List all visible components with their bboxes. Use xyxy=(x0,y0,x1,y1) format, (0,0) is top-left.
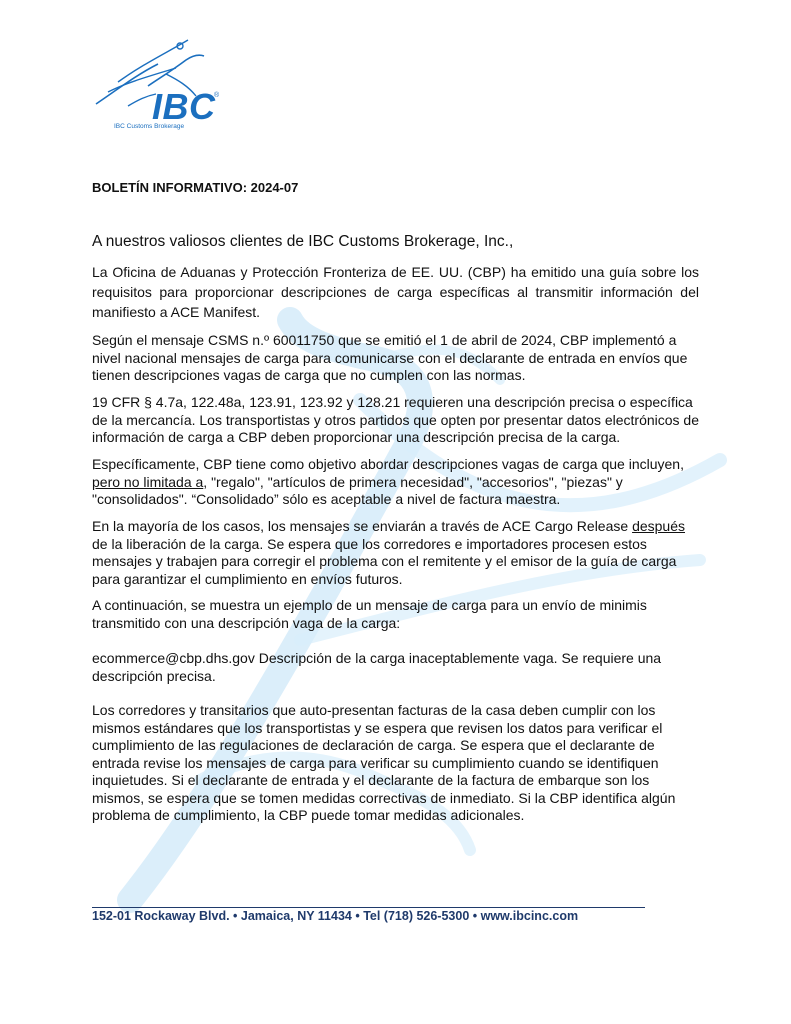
paragraph-text: , "regalo", "artículos de primera necesidad", "accesorios", "piezas" y "consolidados". “Consolidado” sólo es aceptable a nivel de factura maestra. xyxy=(92,473,623,507)
paragraph-text: de la liberación de la carga. Se espera que los corredores e importadores procesen estos mensajes y trabajen para corregir el problema con el remitente y el emisor de la guía de carga para garantizar el cumplimiento en envíos futuros. xyxy=(92,535,677,587)
greeting: A nuestros valiosos clientes de IBC Customs Brokerage, Inc., xyxy=(92,233,514,250)
footer-address: 152-01 Rockaway Blvd. • Jamaica, NY 11434 • Tel (718) 526-5300 • www.ibcinc.com xyxy=(92,909,579,923)
paragraph-text: En la mayoría de los casos, los mensajes se enviarán a través de ACE Cargo Release xyxy=(92,518,629,534)
underlined-text: después xyxy=(632,518,685,534)
underlined-text: pero no limitada a xyxy=(92,473,204,490)
bulletin-title: BOLETÍN INFORMATIVO: 2024-07 xyxy=(92,180,299,195)
paragraph-cfr: 19 CFR § 4.7a, 122.48a, 123.91, 123.92 y 128.21 requieren una descripción precisa o específica de la mercancía. Los transportistas y otros partidos que opten por presentar datos electrónicos de información de carga a CBP deben proporcionar una descripción precisa de la carga. xyxy=(92,394,700,445)
paragraph-compliance: Los corredores y transitarios que auto-presentan facturas de la casa deben cumplir con los mismos estándares que los transportistas y se espera que revisen los datos para verificar el cumplimiento de las regulaciones de declaración de carga. Se espera que el declarante de entrada revise los mensajes de carga para verificar su cumplimiento cuando se identifiquen inquietudes. Si el declarante de entrada y el declarante de la factura de embarque son los mismos, se espera que se tomen medidas correctivas de inmediato. Si la CBP identifica algún problema de cumplimiento, la CBP puede tomar medidas adicionales. xyxy=(92,702,676,823)
paragraph-csms: Según el mensaje CSMS n.º 60011750 que se emitió el 1 de abril de 2024, CBP implementó a nivel nacional mensajes de carga para comunicarse con el declarante de entrada en envíos que tienen descripciones vagas de carga que no cumplen con las normas. xyxy=(92,332,688,383)
paragraph-example-message: ecommerce@cbp.dhs.gov Descripción de la carga inaceptablemente vaga. Se requiere una descripción precisa. xyxy=(92,650,662,684)
intro-paragraph: La Oficina de Aduanas y Protección Fronteriza de EE. UU. (CBP) ha emitido una guía sobre los requisitos para proporcionar descripciones de carga específicas al transmitir información del manifiesto a ACE Manifest. xyxy=(92,264,699,320)
logo-brand: IBC xyxy=(152,86,216,127)
logo-registered-mark: ® xyxy=(214,92,220,99)
paragraph-ace-release xyxy=(92,518,704,588)
logo-subtitle: IBC Customs Brokerage xyxy=(114,123,185,130)
paragraph-vague-descriptions xyxy=(92,456,704,509)
paragraph-example-intro: A continuación, se muestra un ejemplo de un mensaje de carga para un envío de minimis transmitido con una descripción vaga de la carga: xyxy=(92,597,647,631)
footer-divider xyxy=(92,907,645,908)
paragraph-text: Específicamente, CBP tiene como objetivo abordar descripciones vagas de carga que incluyen, xyxy=(92,456,684,472)
